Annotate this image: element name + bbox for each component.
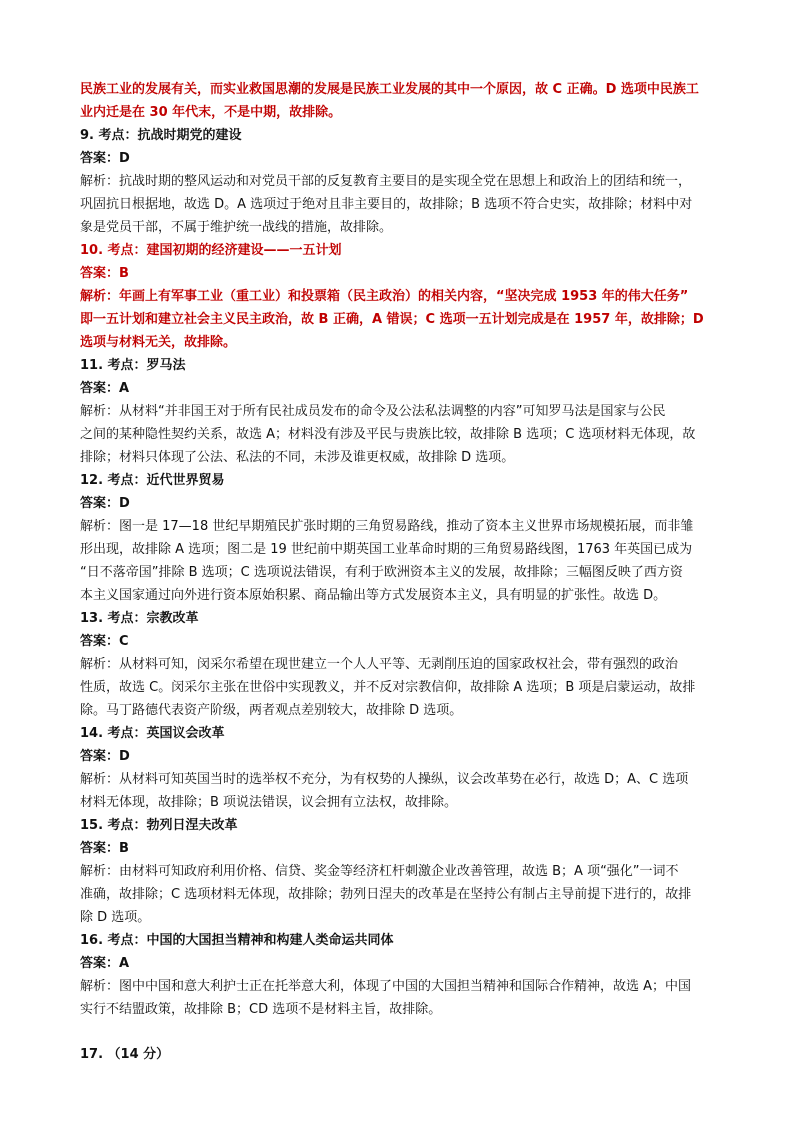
intro-section [80, 78, 732, 124]
q15-title: 15. 考点：勃列日涅夫改革 [80, 818, 238, 833]
q14-analysis-line-1: 解析：从材料可知英国当时的选举权不充分，为有权势的人操纵，议会改革势在必行，故选 D；A、C 选项 [80, 772, 689, 787]
q10-analysis-line-2: 即一五计划和建立社会主义民主政治，故 B 正确，A 错误；C 选项一五计划完成是在 1957 年，故排除；D [80, 312, 704, 327]
q9-analysis-line-3: 象是党员干部，不属于维护统一战线的措施，故排除。 [80, 220, 393, 235]
q16-answer: 答案：A [80, 956, 130, 971]
q11-analysis-line-2: 之间的某种隐性契约关系，故选 A；材料没有涉及平民与贵族比较，故排除 B 选项；C 选项材料无体现，故 [80, 427, 696, 442]
q13-title: 13. 考点：宗教改革 [80, 611, 199, 626]
q13-analysis-line-2: 性质，故选 C。闵采尔主张在世俗中实现教义，并不反对宗教信仰，故排除 A 选项；B 项是启蒙运动，故排 [80, 680, 696, 695]
q11-analysis-line-1: 解析：从材料“并非国王对于所有民社成员发布的命令及公法私法调整的内容”可知罗马法是国家与公民 [80, 404, 666, 419]
q9-analysis-line-1: 解析：抗战时期的整风运动和对党员干部的反复教育主要目的是实现全党在思想上和政治上的团结和统一， [80, 174, 692, 189]
q15-answer: 答案：B [80, 841, 129, 856]
q11-analysis-line-3: 排除；材料只体现了公法、私法的不同，未涉及谁更权威，故排除 D 选项。 [80, 450, 515, 465]
q12-analysis-line-4: 本主义国家通过向外进行资本原始积累、商品输出等方式发展资本主义，具有明显的扩张性。故选 D。 [80, 588, 667, 603]
q14-analysis-line-2: 材料无体现，故排除；B 项说法错误，议会拥有立法权，故排除。 [80, 795, 458, 810]
q15-analysis-line-3: 除 D 选项。 [80, 910, 151, 925]
q9-analysis-line-2: 巩固抗日根据地，故选 D。A 选项过于绝对且非主要目的，故排除；B 选项不符合史实，故排除；材料中对 [80, 197, 693, 212]
intro-line-2: 业内迁是在 30 年代末，不是中期，故排除。 [80, 105, 342, 120]
document-page [80, 78, 732, 1066]
question-9 [80, 124, 732, 239]
q13-analysis-line-1: 解析：从材料可知，闵采尔希望在现世建立一个人人平等、无剥削压迫的国家政权社会，带有强烈的政治 [80, 657, 679, 672]
section-spacer [80, 1021, 732, 1043]
q16-analysis-line-1: 解析：图中中国和意大利护士正在托举意大利，体现了中国的大国担当精神和国际合作精神，故选 A；中国 [80, 979, 692, 994]
q12-analysis-line-2: 形出现，故排除 A 选项；图二是 19 世纪前中期英国工业革命时期的三角贸易路线图，1763 年英国已成为 [80, 542, 693, 557]
q12-analysis-line-3: “日不落帝国”排除 B 选项；C 选项说法错误，有利于欧洲资本主义的发展，故排除；三幅图反映了西方资 [80, 565, 683, 580]
q11-answer: 答案：A [80, 381, 130, 396]
q13-answer: 答案：C [80, 634, 129, 649]
question-16 [80, 929, 732, 1021]
question-13 [80, 607, 732, 722]
q10-analysis-line-3: 选项与材料无关，故排除。 [80, 335, 237, 350]
q10-title: 10. 考点：建国初期的经济建设——一五计划 [80, 243, 342, 258]
question-14 [80, 722, 732, 814]
q15-analysis-line-2: 准确，故排除；C 选项材料无体现，故排除；勃列日涅夫的改革是在坚持公有制占主导前提下进行的，故排 [80, 887, 692, 902]
q12-answer: 答案：D [80, 496, 130, 511]
question-10 [80, 239, 732, 354]
question-15 [80, 814, 732, 929]
q12-title: 12. 考点：近代世界贸易 [80, 473, 225, 488]
q12-analysis-line-1: 解析：图一是 17—18 世纪早期殖民扩张时期的三角贸易路线，推动了资本主义世界市场规模拓展，而非雏 [80, 519, 694, 534]
q16-title: 16. 考点：中国的大国担当精神和构建人类命运共同体 [80, 933, 394, 948]
q13-analysis-line-3: 除。马丁路德代表资产阶级，两者观点差别较大，故排除 D 选项。 [80, 703, 463, 718]
question-11 [80, 354, 732, 469]
q9-answer: 答案：D [80, 151, 130, 166]
q10-answer: 答案：B [80, 266, 129, 281]
question-12 [80, 469, 732, 607]
q14-answer: 答案：D [80, 749, 130, 764]
q17-title: 17. （14 分） [80, 1047, 170, 1062]
q9-title: 9. 考点：抗战时期党的建设 [80, 128, 242, 143]
q14-title: 14. 考点：英国议会改革 [80, 726, 225, 741]
q16-analysis-line-2: 实行不结盟政策，故排除 B；CD 选项不是材料主旨，故排除。 [80, 1002, 442, 1017]
q15-analysis-line-1: 解析：由材料可知政府利用价格、信贷、奖金等经济杠杆刺激企业改善管理，故选 B；A 项“强化”一词不 [80, 864, 679, 879]
intro-line-1: 民族工业的发展有关，而实业救国思潮的发展是民族工业发展的其中一个原因，故 C 正确。D 选项中民族工 [80, 82, 699, 97]
question-17 [80, 1043, 732, 1066]
q10-analysis-line-1: 解析：年画上有军事工业（重工业）和投票箱（民主政治）的相关内容，“坚决完成 1953 年的伟大任务” [80, 289, 689, 304]
q11-title: 11. 考点：罗马法 [80, 358, 186, 373]
